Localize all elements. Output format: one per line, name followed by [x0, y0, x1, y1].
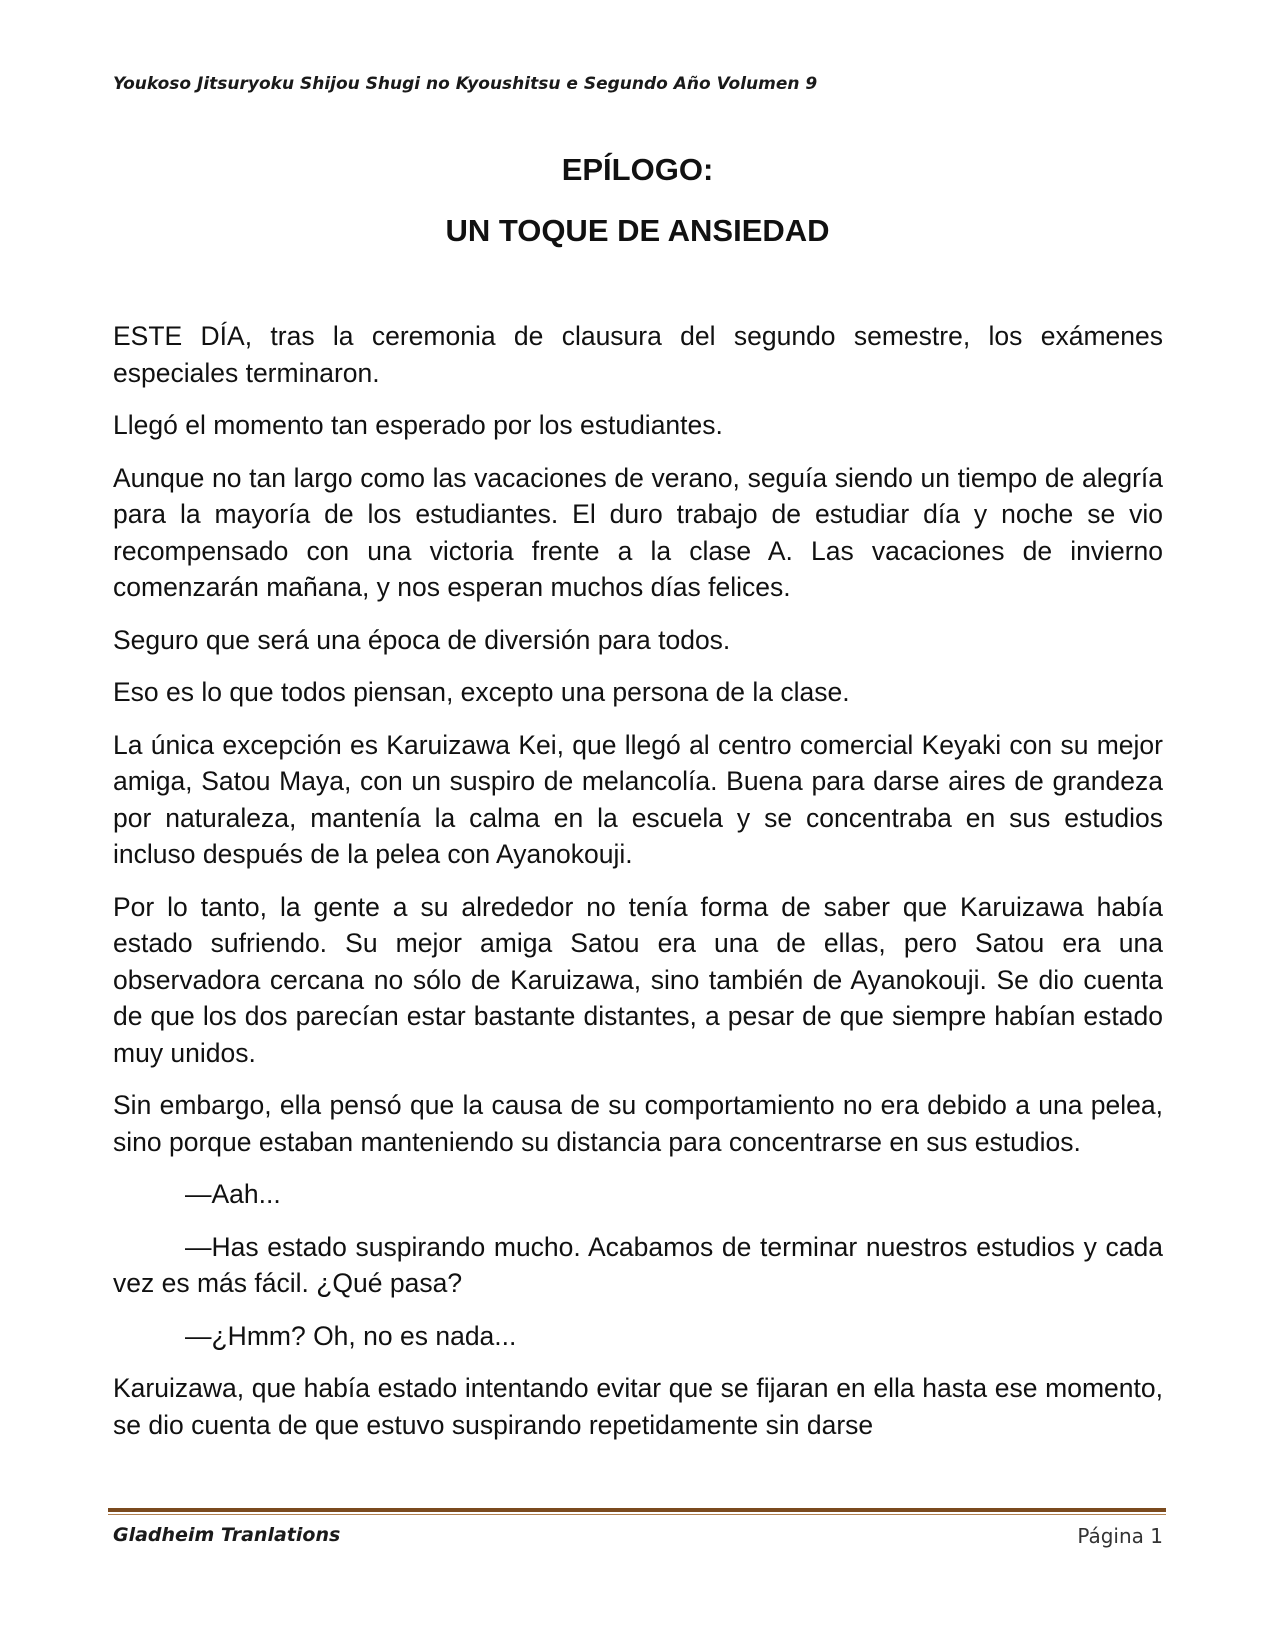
footer-divider	[108, 1508, 1166, 1512]
chapter-title-line-1: EPÍLOGO:	[561, 152, 714, 187]
dialogue-line: —Aah...	[185, 1179, 281, 1209]
paragraph: La única excepción es Karuizawa Kei, que llegó al centro comercial Keyaki con su mejor amiga, Satou Maya, con un suspiro de melancolía. Buena para darse aires de grandeza por naturaleza, mantenía la calma en la escuela y se concentraba en sus estudios incluso después de la pelea con Ayanokouji.	[113, 729, 1163, 869]
paragraph: Aunque no tan largo como las vacaciones de verano, seguía siendo un tiempo de alegría para la mayoría de los estudiantes. El duro trabajo de estudiar día y noche se vio recompensado con una victoria frente a la clase A. Las vacaciones de invierno comenzarán mañana, y nos esperan muchos días felices.	[113, 462, 1163, 602]
paragraph: Eso es lo que todos piensan, excepto una persona de la clase.	[113, 677, 850, 707]
dialogue-line: —¿Hmm? Oh, no es nada...	[185, 1320, 517, 1351]
paragraph: Sin embargo, ella pensó que la causa de su comportamiento no era debido a una pelea, sino porque estaban manteniendo su distancia para concentrarse en sus estudios.	[113, 1090, 1163, 1157]
chapter-title	[0, 150, 1275, 251]
chapter-title-line-2: UN TOQUE DE ANSIEDAD	[445, 213, 830, 248]
paragraph: Karuizawa, que había estado intentando evitar que se fijaran en ella hasta ese momento, se dio cuenta de que estuvo suspirando repetidamente sin darse	[113, 1373, 1163, 1440]
body-text	[113, 318, 1163, 1443]
paragraph: ESTE DÍA, tras la ceremonia de clausura del segundo semestre, los exámenes especiales terminaron.	[113, 321, 1163, 388]
footer-translator: Gladheim Tranlations	[113, 1524, 341, 1546]
footer-divider-thin	[108, 1514, 1166, 1515]
paragraph: Seguro que será una época de diversión para todos.	[113, 624, 731, 655]
dialogue-line: —Has estado suspirando mucho. Acabamos de terminar nuestros estudios y cada vez es más fácil. ¿Qué pasa?	[113, 1231, 1163, 1298]
paragraph: Llegó el momento tan esperado por los estudiantes.	[113, 410, 723, 440]
paragraph: Por lo tanto, la gente a su alrededor no tenía forma de saber que Karuizawa había estado sufriendo. Su mejor amiga Satou era una de ellas, pero Satou era una observadora cercana no sólo de Karuizawa, sino también de Ayanokouji. Se dio cuenta de que los dos parecían estar bastante distantes, a pesar de que siempre habían estado muy unidos.	[113, 891, 1163, 1068]
running-header: Youkoso Jitsuryoku Shijou Shugi no Kyoushitsu e Segundo Año Volumen 9	[113, 74, 818, 94]
page-number: Página 1	[1077, 1524, 1163, 1548]
